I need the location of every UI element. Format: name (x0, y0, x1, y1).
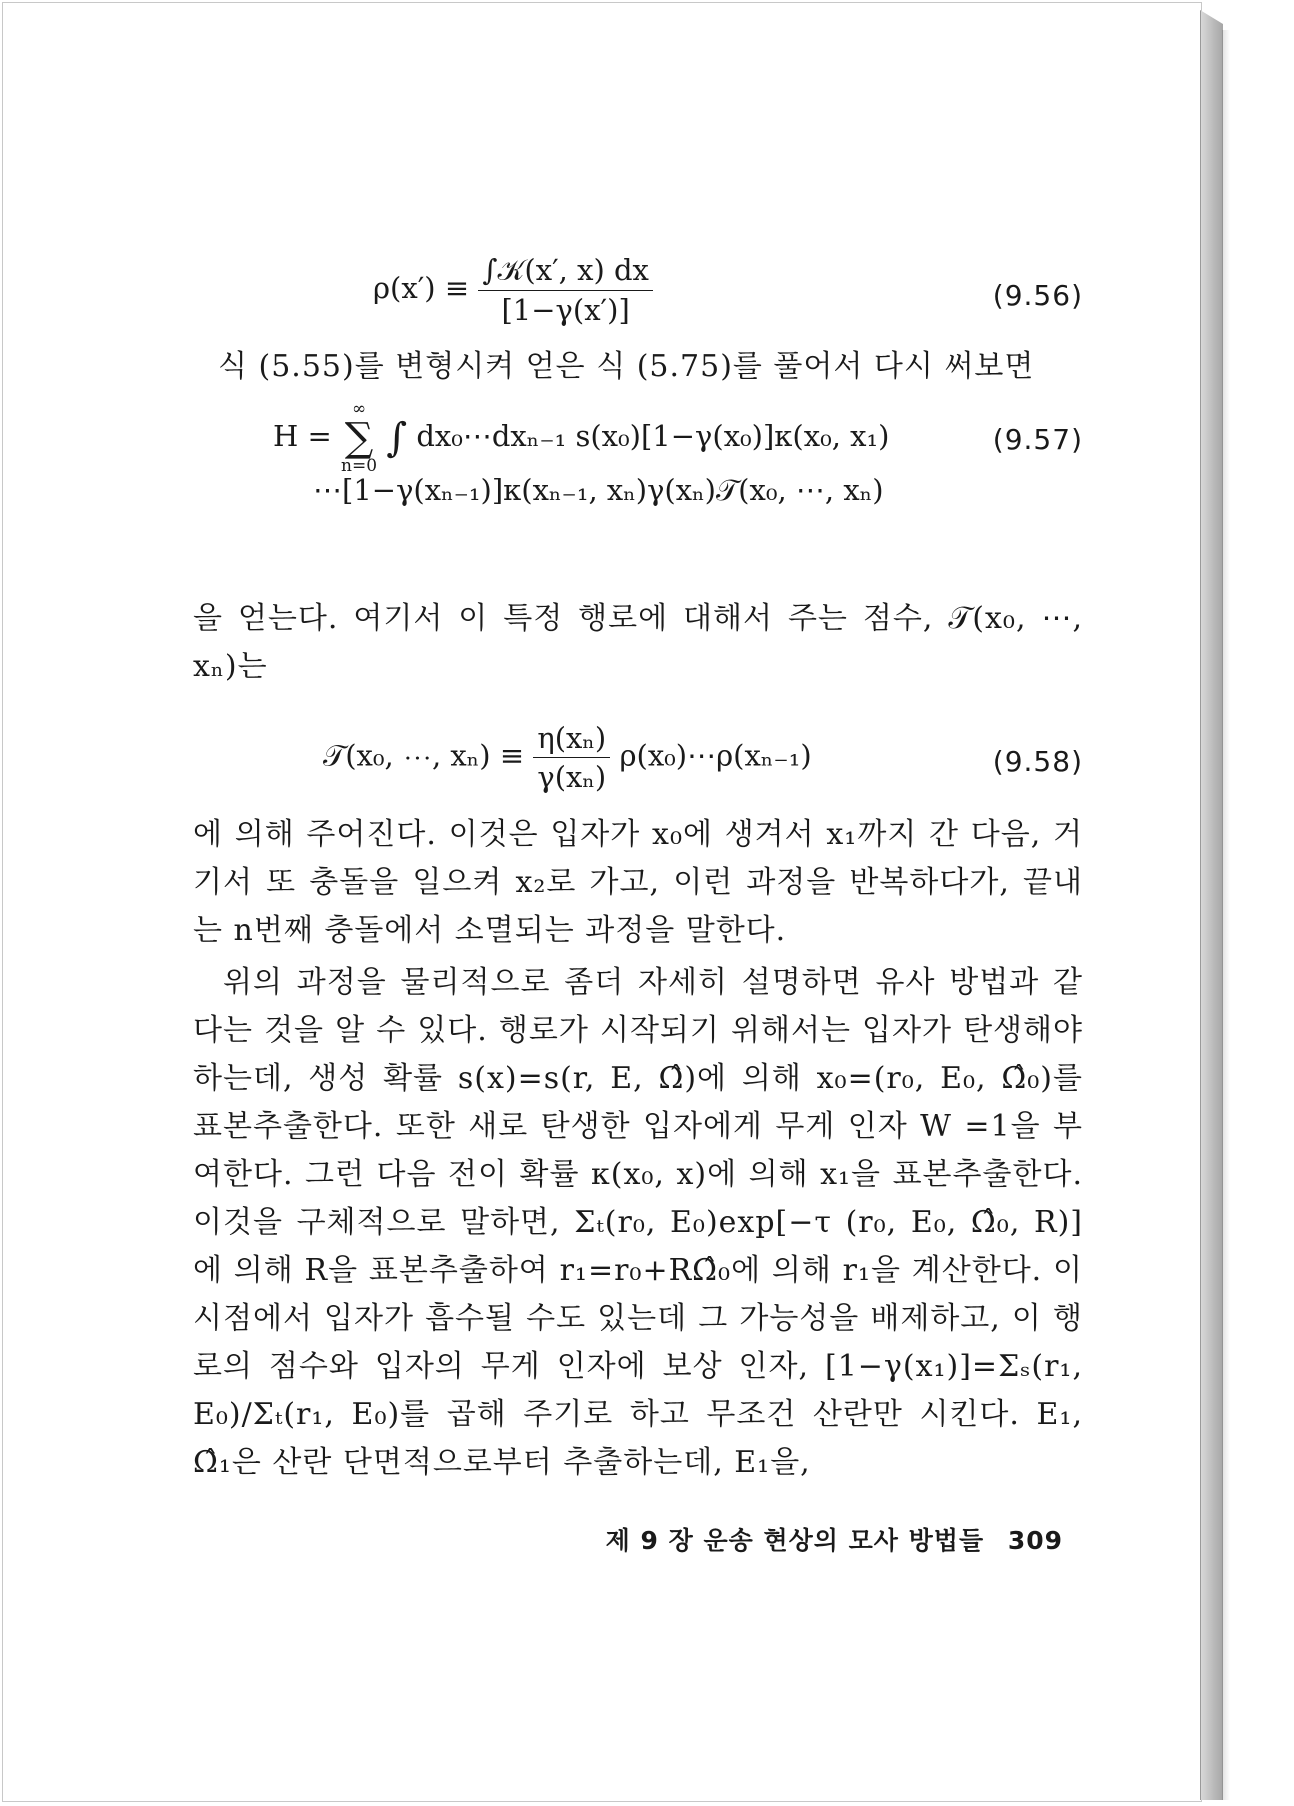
eq-9-57-lhs: H = (273, 419, 332, 453)
eq-9-56-number: (9.56) (992, 279, 1083, 312)
sum-lower-limit: n=0 (341, 456, 378, 476)
eq-9-57-line1: dx₀⋯dxₙ₋₁ s(x₀)[1−γ(x₀)]κ(x₀, x₁) (416, 419, 890, 453)
paragraph-1: 식 (5.55)를 변형시켜 얻은 식 (5.75)를 풀어서 다시 써보면 (218, 349, 1035, 384)
sum-upper-limit: ∞ (351, 399, 367, 419)
integral-sign: ∫ (386, 415, 408, 461)
eq-9-57-number: (9.57) (992, 423, 1083, 456)
eq-9-58-numerator: η(xₙ) (533, 721, 610, 758)
eq-9-58-lhs: 𝒯(x₀, ⋯, xₙ) ≡ (323, 738, 525, 773)
page-number: 309 (1007, 1526, 1063, 1555)
eq-9-58-fraction (533, 721, 610, 794)
eq-9-58-rhs: ρ(x₀)⋯ρ(xₙ₋₁) (619, 738, 812, 773)
eq-9-56-numerator: ∫𝒦(x′, x) dx (478, 253, 653, 291)
equation-9-57 (273, 401, 1083, 531)
page-edge (1200, 10, 1223, 1800)
eq-9-58-denominator: γ(xₙ) (537, 760, 607, 794)
eq-9-58-number: (9.58) (992, 745, 1083, 778)
page-footer (563, 1521, 1063, 1557)
chapter-title: 제 9 장 운송 현상의 모사 방법들 (605, 1526, 985, 1555)
eq-9-57-line2: ⋯[1−γ(xₙ₋₁)]κ(xₙ₋₁, xₙ)γ(xₙ)𝒯(x₀, ⋯, xₙ) (313, 473, 884, 507)
paragraph-4: 위의 과정을 물리적으로 좀더 자세히 설명하면 유사 방법과 같다는 것을 알 수 있다. 행로가 시작되기 위해서는 입자가 탄생해야 하는데, 생성 확률 s(x)=s(r, E, Ω̂)에 의해 x₀=(r₀, E₀, Ω̂₀)를 표본추출한다. 또한 새로 탄생한 입자에게 무게 인자 W =1을 부여한다. 그런 다음 전이 확률 κ(x₀, x)에 의해 x₁을 표본추출한다. 이것을 구체적으로 말하면, Σₜ(r₀, E₀)exp[−τ (r₀, E₀, Ω̂₀, R)]에 의해 R을 표본추출하여 r₁=r₀+RΩ̂₀에 의해 r₁을 계산한다. 이 시점에서 입자가 흡수될 수도 있는데 그 가능성을 배제하고, 이 행로의 점수와 입자의 무게 인자에 보상 인자, [1−γ(x₁)]=Σₛ(r₁, E₀)/Σₜ(r₁, E₀)를 곱해 주기로 하고 무조건 산란만 시킨다. E₁, Ω̂₁은 산란 단면적으로부터 추출하는데, E₁을, (193, 965, 1083, 1480)
eq-9-56-denominator: [1−γ(x′)] (501, 293, 630, 327)
paragraph-3: 에 의해 주어진다. 이것은 입자가 x₀에 생겨서 x₁까지 간 다음, 거기서 또 충돌을 일으켜 x₂로 가고, 이런 과정을 반복하다가, 끝내는 n번째 충돌에서 소멸되는 과정을 말한다. (193, 817, 1083, 948)
summation-sign: ∞ ∑ n=0 (341, 399, 378, 476)
eq-9-56-fraction (478, 253, 653, 327)
eq-9-56-lhs: ρ(x′) ≡ (373, 271, 470, 305)
equation-9-58 (323, 721, 1083, 794)
page-shadow (1222, 30, 1230, 1800)
equation-9-56 (373, 253, 1083, 327)
paragraph-2: 을 얻는다. 여기서 이 특정 행로에 대해서 주는 점수, 𝒯(x₀, ⋯, xₙ)는 (193, 601, 1083, 684)
book-page (2, 2, 1202, 1802)
